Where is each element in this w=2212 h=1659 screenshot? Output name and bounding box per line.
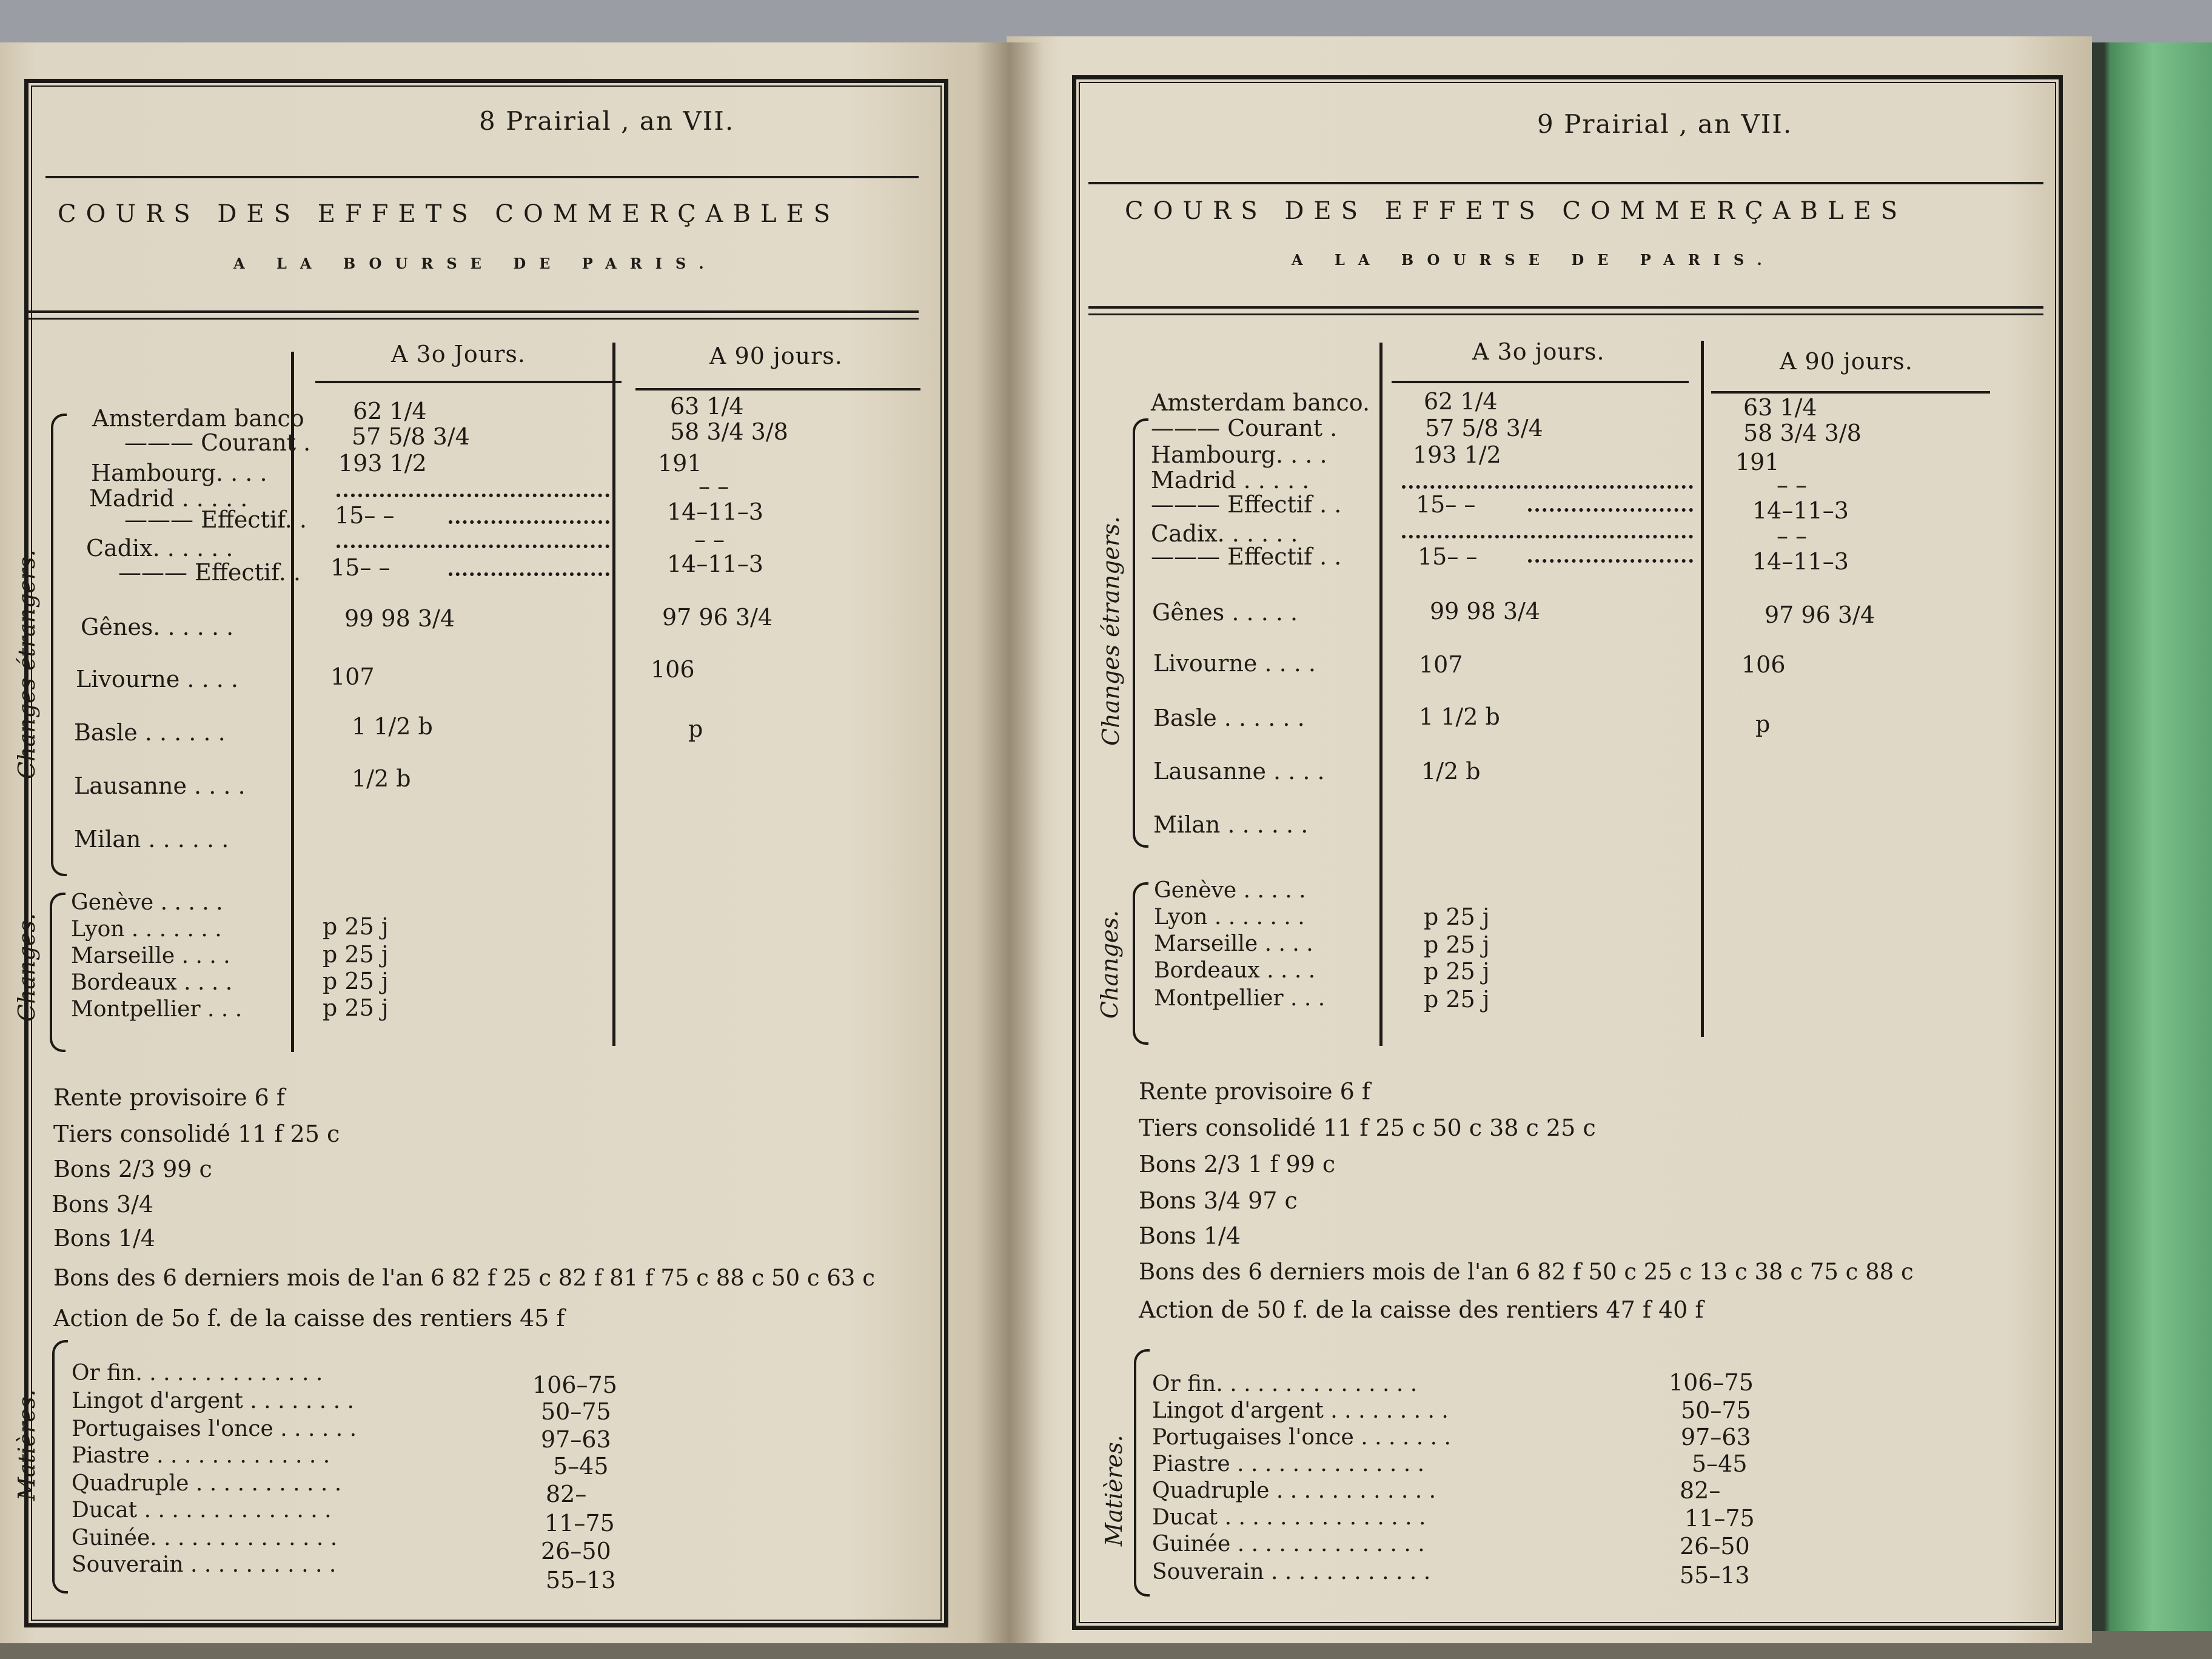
book-binding <box>2086 42 2212 1659</box>
right-label-quadruple: Quadruple . . . . . . . . . . . . <box>1152 1478 1436 1503</box>
left-label-portugaises: Portugaises l'once . . . . . . <box>72 1416 357 1441</box>
left-tiers: Tiers consolidé 11 f 25 c <box>53 1121 340 1147</box>
right-group-matieres: Matières. <box>1101 1435 1127 1546</box>
right-brace-changes-etrangers <box>1133 418 1148 848</box>
left-val30-bordeaux: p 25 j <box>323 968 389 994</box>
right-label-ducat: Ducat . . . . . . . . . . . . . . . <box>1152 1505 1426 1530</box>
right-label-madrid: Madrid . . . . . <box>1151 467 1310 494</box>
left-bons-23: Bons 2/3 99 c <box>53 1156 212 1182</box>
left-label-geneve: Genève . . . . . <box>71 890 223 915</box>
left-val90-hambourg: 191 <box>658 450 702 477</box>
left-rule-2 <box>27 310 919 320</box>
left-group-matieres: Matières. <box>13 1389 40 1501</box>
right-rule-1 <box>1088 182 2043 184</box>
left-bons-14: Bons 1/4 <box>53 1225 156 1252</box>
left-label-cadix: Cadix. . . . . . <box>86 535 233 561</box>
left-label-lausanne: Lausanne . . . . <box>74 773 246 799</box>
left-bons-6: Bons des 6 derniers mois de l'an 6 82 f 25 c 82 f 81 f 75 c 88 c 50 c 63 c <box>53 1265 875 1291</box>
left-dots-cadix-effectif <box>449 572 609 576</box>
left-dots-madrid <box>337 494 609 497</box>
left-group-changes: Changes. <box>13 913 40 1022</box>
right-dots-cadix-effectif <box>1528 559 1693 563</box>
right-val90-hambourg: 191 <box>1735 449 1780 475</box>
left-label-ducat: Ducat . . . . . . . . . . . . . . <box>72 1498 332 1523</box>
left-val30-lausanne: 1/2 b <box>352 765 411 792</box>
right-val30-basle: 1 1/2 b <box>1419 703 1500 730</box>
left-val-guinee: 26–50 <box>541 1538 611 1564</box>
right-label-cadix-effectif: ——— Effectif . . <box>1151 543 1342 570</box>
right-label-piastre: Piastre . . . . . . . . . . . . . . <box>1152 1452 1425 1476</box>
right-group-changes-etrangers: Changes étrangers. <box>1098 516 1124 746</box>
right-col-divider-1 <box>1379 343 1382 1046</box>
left-val90-madrid-effectif: 14–11–3 <box>667 498 763 525</box>
left-label-madrid-effectif: ——— Effectif. . <box>124 506 307 533</box>
left-val-portugaises: 97–63 <box>541 1426 611 1453</box>
right-title: COURS DES EFFETS COMMERÇABLES <box>1125 197 1908 225</box>
left-label-montpellier: Montpellier . . . <box>71 997 243 1022</box>
right-label-livourne: Livourne . . . . <box>1153 650 1316 677</box>
left-val30-montpellier: p 25 j <box>323 994 389 1021</box>
left-col-90-header: A 90 jours. <box>709 343 843 369</box>
right-dots-cadix <box>1402 535 1693 538</box>
right-val90-cadix-effectif: 14–11–3 <box>1752 548 1849 575</box>
right-brace-matieres <box>1134 1349 1150 1597</box>
left-val-souverain: 55–13 <box>546 1567 616 1594</box>
right-label-portugaises: Portugaises l'once . . . . . . . <box>1152 1425 1451 1450</box>
left-label-hambourg: Hambourg. . . . <box>91 460 267 486</box>
right-val30-marseille: p 25 j <box>1424 931 1490 958</box>
left-val90-livourne: 106 <box>651 656 695 683</box>
right-val-orfin: 106–75 <box>1669 1369 1754 1396</box>
right-label-geneve: Genève . . . . . <box>1154 878 1306 903</box>
right-brace-changes <box>1133 882 1148 1045</box>
left-label-livourne: Livourne . . . . <box>76 666 238 692</box>
right-val-quadruple: 82– <box>1680 1477 1721 1504</box>
right-label-genes: Gênes . . . . . <box>1152 599 1298 626</box>
left-action: Action de 5o f. de la caisse des rentiers 45 f <box>53 1305 565 1332</box>
right-group-changes: Changes. <box>1096 910 1123 1019</box>
right-label-amsterdam: Amsterdam banco. <box>1151 389 1370 416</box>
right-label-lyon: Lyon . . . . . . . <box>1154 905 1305 930</box>
left-val30-marseille: p 25 j <box>323 941 389 968</box>
right-rule-2 <box>1088 306 2043 315</box>
left-group-changes-etrangers: Changes étrangers. <box>13 549 40 779</box>
right-col-90-header: A 90 jours. <box>1780 348 1913 375</box>
left-bons-34: Bons 3/4 <box>52 1191 154 1218</box>
left-val30-basle: 1 1/2 b <box>352 713 433 740</box>
right-colhead-rule-2 <box>1711 391 1990 394</box>
right-val-piastre: 5–45 <box>1692 1450 1748 1477</box>
left-val90-amsterdam: 63 1/4 <box>670 393 744 420</box>
left-val90-genes: 97 96 3/4 <box>662 604 773 631</box>
right-val-lingot: 50–75 <box>1681 1397 1751 1424</box>
right-tiers: Tiers consolidé 11 f 25 c 50 c 38 c 25 c <box>1139 1114 1596 1141</box>
right-val30-genes: 99 98 3/4 <box>1430 598 1541 625</box>
left-col-30-header: A 3o Jours. <box>391 341 526 367</box>
right-val30-lausanne: 1/2 b <box>1421 758 1481 785</box>
right-bons-14: Bons 1/4 <box>1139 1222 1241 1249</box>
left-label-cadix-effectif: ——— Effectif. . <box>118 559 301 586</box>
left-val30-livourne: 107 <box>330 663 375 690</box>
right-label-madrid-effectif: ——— Effectif . . <box>1151 491 1342 518</box>
right-date: 9 Prairial , an VII. <box>1537 109 1793 139</box>
right-val30-courant: 57 5/8 3/4 <box>1425 415 1543 441</box>
left-val30-amsterdam: 62 1/4 <box>353 398 427 424</box>
right-label-cadix: Cadix. . . . . . <box>1151 520 1298 547</box>
right-action: Action de 50 f. de la caisse des rentiers 47 f 40 f <box>1139 1296 1704 1323</box>
left-label-genes: Gênes. . . . . . <box>81 614 234 640</box>
left-col-divider-1 <box>291 352 294 1052</box>
right-bons-6: Bons des 6 derniers mois de l'an 6 82 f 50 c 25 c 13 c 38 c 75 c 88 c <box>1139 1259 1914 1285</box>
right-val90-amsterdam: 63 1/4 <box>1743 394 1817 421</box>
left-val30-courant: 57 5/8 3/4 <box>352 423 470 450</box>
left-colhead-rule-1 <box>315 381 622 383</box>
left-col-divider-2 <box>612 343 615 1046</box>
left-val90-cadix-effectif: 14–11–3 <box>667 551 763 577</box>
right-val-guinee: 26–50 <box>1680 1533 1750 1560</box>
left-label-quadruple: Quadruple . . . . . . . . . . . <box>72 1471 342 1496</box>
right-label-montpellier: Montpellier . . . <box>1154 986 1326 1011</box>
right-val90-cadix: – – <box>1777 523 1808 549</box>
left-val30-madrid-effectif: 15– – <box>335 502 395 529</box>
left-dots-madrid-effectif <box>449 520 609 524</box>
left-label-orfin: Or fin. . . . . . . . . . . . . . <box>72 1361 323 1386</box>
left-label-guinee: Guinée. . . . . . . . . . . . . . <box>72 1526 338 1550</box>
right-val30-amsterdam: 62 1/4 <box>1424 388 1498 415</box>
right-col-30-header: A 3o jours. <box>1472 338 1605 365</box>
left-label-bordeaux: Bordeaux . . . . <box>71 970 233 995</box>
left-label-lyon: Lyon . . . . . . . <box>71 917 222 942</box>
left-val90-basle: p <box>688 716 703 742</box>
right-val30-livourne: 107 <box>1419 651 1463 678</box>
left-label-basle: Basle . . . . . . <box>74 719 226 746</box>
right-val30-montpellier: p 25 j <box>1424 986 1490 1013</box>
left-label-souverain: Souverain . . . . . . . . . . . <box>72 1552 337 1577</box>
right-val30-hambourg: 193 1/2 <box>1413 441 1501 468</box>
right-label-milan: Milan . . . . . . <box>1153 811 1309 838</box>
left-label-milan: Milan . . . . . . <box>74 826 229 853</box>
right-val90-madrid: – – <box>1777 472 1808 498</box>
right-val30-madrid-effectif: 15– – <box>1416 491 1476 518</box>
left-val90-courant: 58 3/4 3/8 <box>670 418 788 445</box>
left-date: 8 Prairial , an VII. <box>479 106 735 136</box>
right-val90-basle: p <box>1755 711 1771 737</box>
right-label-basle: Basle . . . . . . <box>1153 705 1305 731</box>
right-val90-madrid-effectif: 14–11–3 <box>1752 497 1849 524</box>
right-label-guinee: Guinée . . . . . . . . . . . . . . <box>1152 1532 1425 1557</box>
right-val90-livourne: 106 <box>1741 651 1786 678</box>
right-label-hambourg: Hambourg. . . . <box>1151 441 1327 468</box>
right-label-marseille: Marseille . . . . <box>1154 931 1313 956</box>
left-val-ducat: 11–75 <box>545 1510 615 1537</box>
right-val30-bordeaux: p 25 j <box>1424 958 1490 985</box>
right-val-souverain: 55–13 <box>1680 1562 1750 1589</box>
right-dots-madrid <box>1402 485 1693 489</box>
right-val-ducat: 11–75 <box>1684 1505 1755 1532</box>
left-brace-changes <box>50 893 65 1052</box>
left-val30-lyon: p 25 j <box>323 913 389 940</box>
right-val30-cadix-effectif: 15– – <box>1418 543 1478 570</box>
left-brace-changes-etrangers <box>51 414 67 876</box>
left-val30-genes: 99 98 3/4 <box>344 605 455 632</box>
left-label-madrid: Madrid . . . . . <box>89 485 248 512</box>
right-bons-23: Bons 2/3 1 f 99 c <box>1139 1151 1336 1178</box>
left-val-quadruple: 82– <box>546 1481 587 1507</box>
left-rule-1 <box>45 176 919 178</box>
left-colhead-rule-2 <box>635 388 920 390</box>
left-val30-hambourg: 193 1/2 <box>338 450 427 477</box>
right-label-lausanne: Lausanne . . . . <box>1153 758 1325 785</box>
left-val90-cadix: – – <box>694 526 725 553</box>
right-label-courant: ——— Courant . <box>1151 415 1338 441</box>
left-label-lingot: Lingot d'argent . . . . . . . . <box>72 1389 354 1413</box>
left-val90-madrid: – – <box>699 473 729 500</box>
right-val90-genes: 97 96 3/4 <box>1765 602 1875 628</box>
left-val-lingot: 50–75 <box>541 1398 611 1425</box>
left-rente: Rente provisoire 6 f <box>53 1084 285 1111</box>
left-val-piastre: 5–45 <box>553 1453 609 1480</box>
left-label-courant: ——— Courant . <box>124 429 311 456</box>
right-val-portugaises: 97–63 <box>1681 1424 1751 1450</box>
right-colhead-rule-1 <box>1392 381 1689 383</box>
book-gutter <box>976 42 1043 1643</box>
right-rente: Rente provisoire 6 f <box>1139 1078 1370 1105</box>
left-title: COURS DES EFFETS COMMERÇABLES <box>58 200 840 228</box>
left-val30-cadix-effectif: 15– – <box>330 554 390 581</box>
right-val30-lyon: p 25 j <box>1424 903 1490 930</box>
right-label-orfin: Or fin. . . . . . . . . . . . . . . <box>1152 1372 1418 1396</box>
right-label-lingot: Lingot d'argent . . . . . . . . . <box>1152 1398 1449 1423</box>
left-label-marseille: Marseille . . . . <box>71 943 230 968</box>
right-label-bordeaux: Bordeaux . . . . <box>1154 958 1316 983</box>
right-dots-madrid-effectif <box>1528 508 1693 512</box>
left-brace-matieres <box>52 1340 68 1594</box>
left-subtitle: A LA BOURSE DE PARIS. <box>233 255 717 272</box>
right-val90-courant: 58 3/4 3/8 <box>1743 420 1862 446</box>
right-bons-34: Bons 3/4 97 c <box>1139 1187 1298 1214</box>
left-label-amsterdam: Amsterdam banco <box>92 405 304 432</box>
right-subtitle: A LA BOURSE DE PARIS. <box>1292 251 1775 269</box>
left-label-piastre: Piastre . . . . . . . . . . . . . <box>72 1443 330 1468</box>
left-dots-cadix <box>337 545 609 548</box>
right-label-souverain: Souverain . . . . . . . . . . . . <box>1152 1560 1431 1584</box>
right-col-divider-2 <box>1701 341 1704 1037</box>
left-val-orfin: 106–75 <box>532 1372 617 1398</box>
